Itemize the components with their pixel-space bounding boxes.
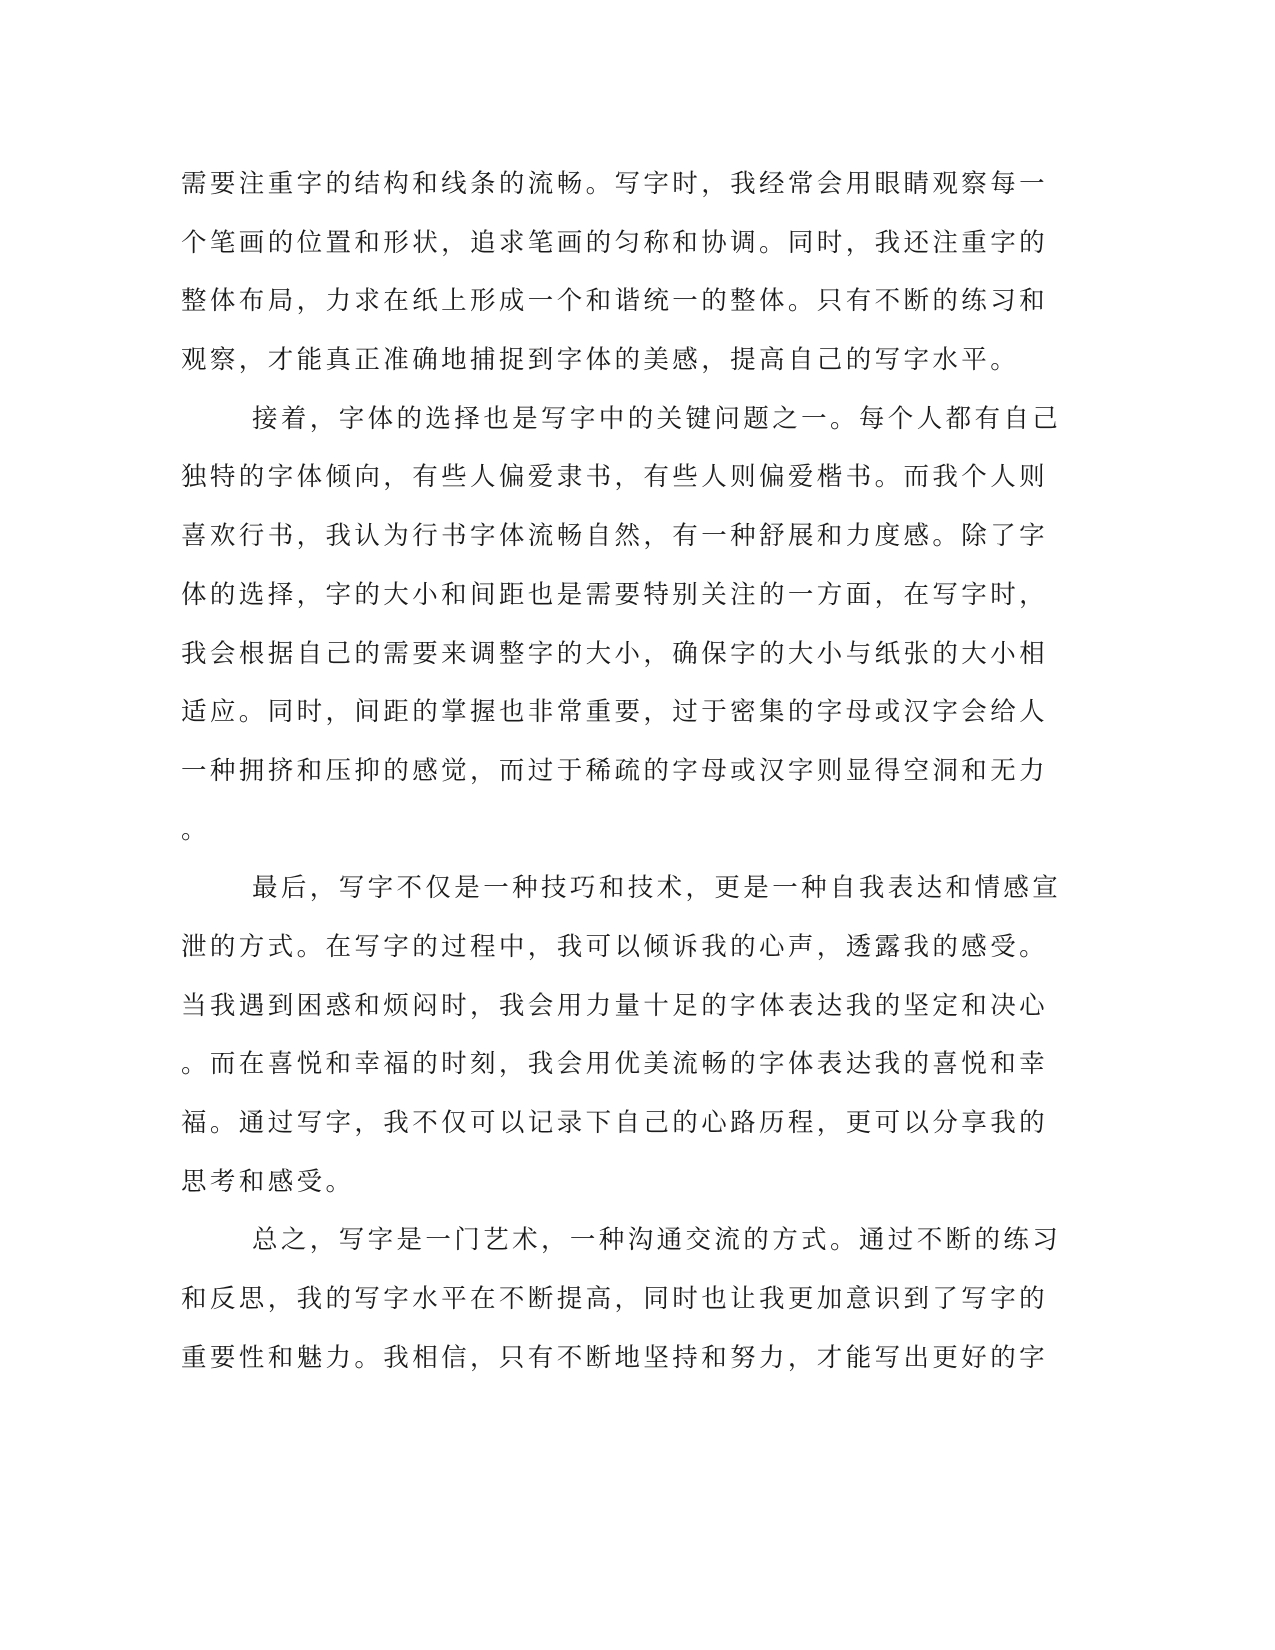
text-line: 泄的方式。在写字的过程中，我可以倾诉我的心声，透露我的感受。 [181,931,1049,962]
text-line: 重要性和魅力。我相信，只有不断地坚持和努力，才能写出更好的字 [181,1342,1049,1373]
text-line: 喜欢行书，我认为行书字体流畅自然，有一种舒展和力度感。除了字 [181,521,1049,552]
text-line: 我会根据自己的需要来调整字的大小，确保字的大小与纸张的大小相 [181,638,1049,669]
text-line: 当我遇到困惑和烦闷时，我会用力量十足的字体表达我的坚定和决心 [181,990,1049,1021]
text-line: 体的选择，字的大小和间距也是需要特别关注的一方面，在写字时， [181,579,1049,610]
paragraph-first-line: 总之，写字是一门艺术，一种沟通交流的方式。通过不断的练习 [252,1225,1062,1256]
paragraph-first-line: 接着，字体的选择也是写字中的关键问题之一。每个人都有自己 [252,403,1062,434]
text-line: 思考和感受。 [181,1166,355,1197]
text-line: 一种拥挤和压抑的感觉，而过于稀疏的字母或汉字则显得空洞和无力 [181,755,1049,786]
text-line: 观察，才能真正准确地捕捉到字体的美感，提高自己的写字水平。 [181,345,1020,376]
paragraph-first-line: 最后，写字不仅是一种技巧和技术，更是一种自我表达和情感宣 [252,873,1062,904]
body-text [181,155,1062,1387]
text-line: 和反思，我的写字水平在不断提高，同时也让我更加意识到了写字的 [181,1284,1049,1315]
text-line: 需要注重字的结构和线条的流畅。写字时，我经常会用眼睛观察每一 [181,169,1049,199]
text-line: 整体布局，力求在纸上形成一个和谐统一的整体。只有不断的练习和 [181,286,1049,317]
text-line: 福。通过写字，我不仅可以记录下自己的心路历程，更可以分享我的 [181,1108,1049,1138]
text-line: 个笔画的位置和形状，追求笔画的匀称和协调。同时，我还注重字的 [181,227,1049,258]
text-line: 。而在喜悦和幸福的时刻，我会用优美流畅的字体表达我的喜悦和幸 [181,1049,1049,1080]
text-line: 。 [181,814,210,845]
text-line: 适应。同时，间距的掌握也非常重要，过于密集的字母或汉字会给人 [181,697,1049,728]
text-line: 独特的字体倾向，有些人偏爱隶书，有些人则偏爱楷书。而我个人则 [181,462,1049,493]
